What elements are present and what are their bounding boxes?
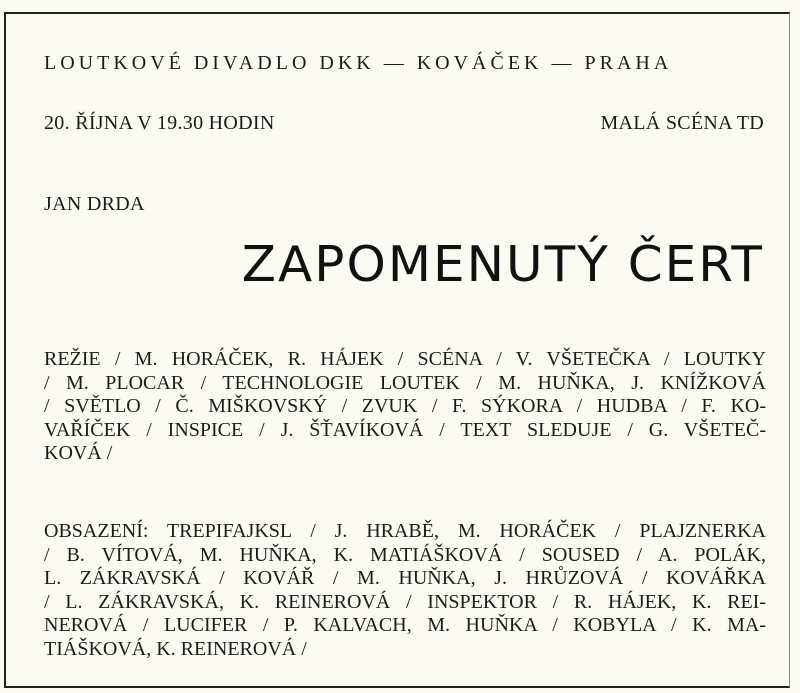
play-title: ZAPOMENUTÝ ČERT [241,236,764,293]
cast-line: L. ZÁKRAVSKÁ / KOVÁŘ / M. HUŇKA, J. HRŮZOVÁ / KOVÁŘKA [44,567,766,589]
credits-line: / M. PLOCAR / TECHNOLOGIE LOUTEK / M. HUŇKA, J. KNÍŽKOVÁ [44,371,766,394]
venue-name: MALÁ SCÉNA TD [600,112,764,134]
cast-line: TIÁŠKOVÁ, K. REINEROVÁ / [44,637,307,660]
cast-line: / L. ZÁKRAVSKÁ, K. REINEROVÁ / INSPEKTOR / R. HÁJEK, K. REI- [44,590,766,613]
cast-line: NEROVÁ / LUCIFER / P. KALVACH, M. HUŇKA / KOBYLA / K. MA- [44,614,766,636]
cast-paragraph [44,520,766,661]
cast-line: / B. VÍTOVÁ, M. HUŇKA, K. MATIÁŠKOVÁ / SOUSED / A. POLÁK, [44,543,766,566]
credits-line: / SVĚTLO / Č. MIŠKOVSKÝ / ZVUK / F. SÝKORA / HUDBA / F. KO- [44,395,766,417]
performance-date: 20. ŘÍJNA V 19.30 HODIN [44,112,275,134]
cast-line: OBSAZENÍ: TREPIFAJKSL / J. HRABĚ, M. HORÁČEK / PLAJZNERKA [44,520,766,542]
credits-paragraph [44,348,766,466]
credits-line: REŽIE / M. HORÁČEK, R. HÁJEK / SCÉNA / V. VŠETEČKA / LOUTKY [44,348,766,370]
play-author: JAN DRDA [44,193,145,215]
credits-line: KOVÁ / [44,442,113,464]
credits-line: VAŘÍČEK / INSPICE / J. ŠŤAVÍKOVÁ / TEXT SLEDUJE / G. VŠETEČ- [44,418,766,441]
theatre-header: LOUTKOVÉ DIVADLO DKK — KOVÁČEK — PRAHA [44,52,673,74]
